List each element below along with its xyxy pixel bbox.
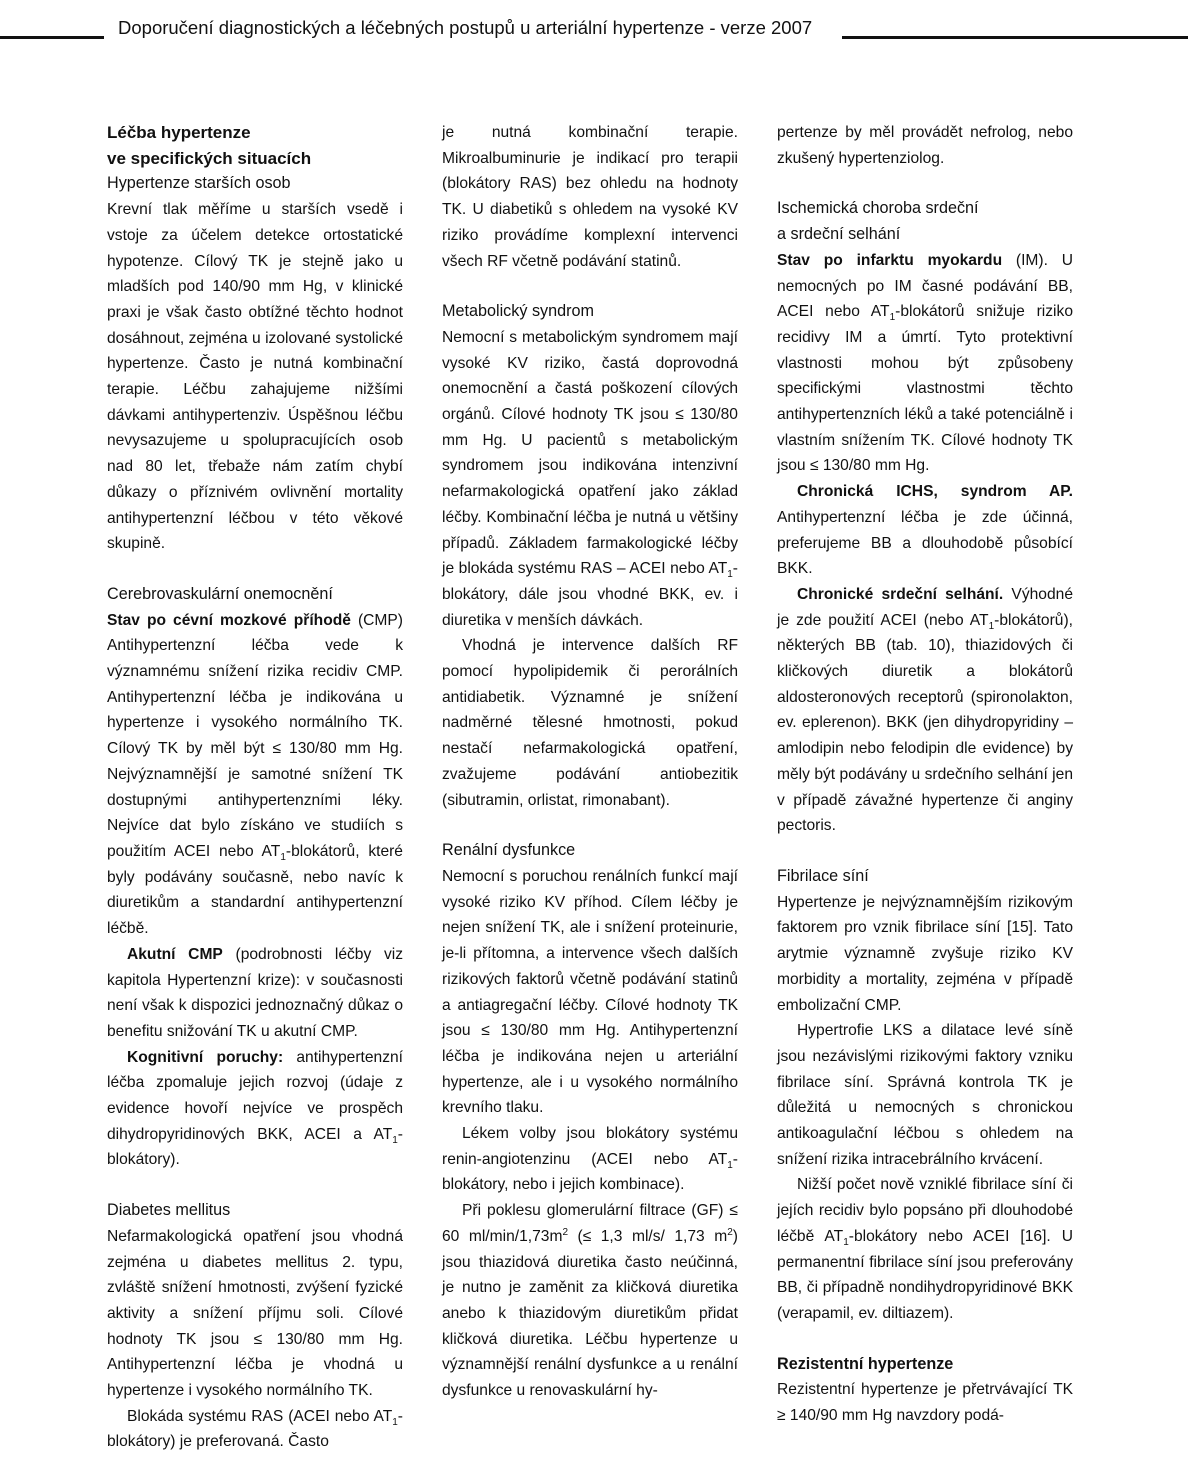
subscript: 1 — [392, 1416, 398, 1428]
subscript: 1 — [280, 852, 286, 864]
paragraph-cmp-text-2: -blokátorů, které byly podávány současně, nebo navíc k diuretikům a standardní antihypertenzní léčbě. — [107, 842, 403, 938]
paragraph-gfr-text-2: (≤ 1,3 ml/s/ 1,73 m — [568, 1227, 728, 1245]
term-heart-failure: Chronické srdeční selhání. — [797, 585, 1004, 603]
subscript: 1 — [988, 620, 995, 632]
subsection-heading-resistant: Rezistentní hypertenze — [777, 1354, 954, 1373]
paragraph-gfr-text-3: ) jsou thiazidová diuretika často neúčinná, je nutno je zaměnit za kličková diuretika anebo k thiazidovým diuretikům přidat kličková diuretika. Léčbu hypertenze u významnější renální dysfunkce a u renální dysfunkce u renovaskulární hy- — [442, 1227, 738, 1400]
cmp-abbr: (CMP) — [350, 611, 403, 629]
paragraph-mi — [777, 248, 1073, 479]
paragraph-drug-choice — [442, 1121, 738, 1198]
term-acute-cmp: Akutní CMP — [127, 945, 223, 963]
term-cognitive: Kognitivní poruchy: — [127, 1048, 284, 1066]
running-header — [0, 14, 1200, 46]
term-cmp: Stav po cévní mozkové příhodě — [107, 611, 351, 629]
paragraph-acute-text: (podrobnosti léčby viz kapitola Hypertenzní krize): v současnosti není však k dispozici jednoznačný důkaz o benefitu snižování TK u akutní CMP. — [107, 945, 403, 1040]
paragraph-gfr-text: Při poklesu glomerulární filtrace (GF) ≤ 60 ml/min/1,73m — [442, 1202, 738, 1245]
paragraph-acute-cmp — [107, 942, 403, 1045]
subsection-heading-ischemic-cont: a srdeční selhání — [777, 225, 901, 244]
paragraph-lks: Hypertrofie LKS a dilatace levé síně jsou nezávislými rizikovými faktory vzniku fibrilace síní. Správná kontrola TK je důležitá u nemocných s chronickou antikoagulační léčbou s ohledem na snížení rizika intracebrálního krvácení. — [777, 1022, 1073, 1168]
superscript: 2 — [727, 1226, 733, 1238]
paragraph-cmp-text: Antihypertenzní léčba vede k významnému snížení rizika recidiv CMP. Antihypertenzní léčba je indikována u hypertenze i vysokého normálního TK. Cílový TK by měl být ≤ 130/80 mm Hg. Nejvýznamnější je samotné snížení TK dostupnými antihypertenzními léky. Nejvíce dat bylo získáno ve studiích s použitím ACEI nebo AT — [107, 637, 403, 860]
column-2 — [442, 120, 738, 1404]
paragraph-heart-failure — [777, 582, 1073, 839]
paragraph-renal: Nemocní s poruchou renálních funkcí mají vysoké riziko KV příhod. Cílem léčby je nejen snížení TK, ale i snížení proteinurie, je-li přítomna, a intervence všech dalších rizikových faktorů včetně podávání statinů a antiagregační léčby. Cílové hodnoty TK jsou ≤ 130/80 mm Hg. Antihypertenzní léčba je indikována nejen u arteriální hypertenze, ale i u vysokého normálního krevního tlaku. — [442, 867, 738, 1117]
paragraph-cognitive — [107, 1045, 403, 1174]
paragraph-cognitive-text-2: -blokátory). — [107, 1125, 403, 1169]
paragraph-heart-failure-text: Výhodné je zde použití ACEI (nebo AT — [777, 585, 1073, 629]
column-1 — [107, 120, 403, 1455]
subscript: 1 — [843, 1236, 849, 1248]
header-title: Doporučení diagnostických a léčebných postupů u arteriální hypertenze - verze 2007 — [118, 17, 813, 38]
column-3 — [777, 120, 1073, 1429]
paragraph-drug-choice-text-2: -blokátory, nebo i jejich kombinace). — [442, 1150, 738, 1194]
subsection-heading-metabolic: Metabolický syndrom — [442, 302, 595, 321]
subsection-heading-renal: Renální dysfunkce — [442, 841, 576, 860]
paragraph-mi-text: (IM). U nemocných po IM časné podávání BB, ACEI nebo AT — [777, 251, 1073, 321]
subsection-heading-elderly: Hypertenze starších osob — [107, 174, 291, 193]
subsection-heading-diabetes: Diabetes mellitus — [107, 1201, 231, 1220]
paragraph-renal-cont: pertenze by měl provádět nefrolog, nebo zkušený hypertenziolog. — [777, 124, 1073, 167]
paragraph-chronic-ichs — [777, 479, 1073, 582]
subsection-heading-cerebrovascular: Cerebrovaskulární onemocnění — [107, 584, 333, 603]
paragraph-chronic-ichs-text: Antihypertenzní léčba je zde účinná, preferujeme BB a dlouhodobě působící BKK. — [777, 508, 1073, 578]
paragraph-resistant: Rezistentní hypertenze je přetrvávající TK ≥ 140/90 mm Hg navzdory podá- — [777, 1381, 1073, 1425]
paragraph-metabolic-text: Nemocní s metabolickým syndromem mají vysoké KV riziko, častá doprovodná onemocnění a častá poškození cílových orgánů. Cílové hodnoty TK jsou ≤ 130/80 mm Hg. U pacientů s metabolickým syndromem jsou indikována intenzivní nefarmakologická opatření jako základ léčby. Kombinační léčba je nutná u většiny případů. Základem farmakologické léčby je blokáda systému RAS – ACEI nebo AT — [442, 328, 738, 578]
subscript: 1 — [727, 1159, 733, 1171]
paragraph-ras-text-2: -blokátory) je preferovaná. Často — [107, 1407, 403, 1451]
paragraph-lower-incidence — [777, 1172, 1073, 1326]
term-mi: Stav po infarktu myokardu — [777, 251, 1003, 269]
paragraph-lower-incidence-text-2: -blokátory nebo ACEI [16]. U permanentní fibrilace síní jsou preferovány BB, či případně nondihydropyridinové BKK (verapamil, ev. diltiazem). — [777, 1227, 1073, 1322]
paragraph-mi-text-2: -blokátorů snižuje riziko recidivy IM a úmrtí. Tyto protektivní vlastnosti mohou být způsobeny specifickými vlastnostmi těchto antihypertenzních léků a také potenciálně i vlastním snížením TK. Cílové hodnoty TK jsou ≤ 130/80 mm Hg. — [777, 303, 1073, 475]
subsection-heading-ischemic: Ischemická choroba srdeční — [777, 199, 979, 218]
paragraph-gfr — [442, 1198, 738, 1404]
term-chronic-ichs: Chronická ICHS, syndrom AP. — [797, 483, 1073, 501]
subsection-heading-atrial-fibrillation: Fibrilace síní — [777, 866, 869, 885]
subscript: 1 — [727, 569, 733, 581]
paragraph-cognitive-text: antihypertenzní léčba zpomaluje jejich rozvoj (údaje z evidence hovoří nejvíce ve prospěch dihydropyridinových BKK, ACEI a AT — [107, 1048, 403, 1143]
paragraph-ras — [107, 1404, 403, 1455]
paragraph-metabolic — [442, 325, 738, 633]
header-rule-left — [0, 36, 104, 39]
paragraph-lower-incidence-text: Nižší počet nově vzniklé fibrilace síní či jejích recidiv bylo popsáno při dlouhodobé léčbě AT — [777, 1176, 1073, 1245]
section-heading-cont: ve specifických situacích — [107, 148, 312, 168]
paragraph-af: Hypertenze je nejvýznamnějším rizikovým faktorem pro vznik fibrilace síní [15]. Tato arytmie významně zvyšuje riziko KV morbidity a mortality, zejména v případě embolizační CMP. — [777, 893, 1073, 1014]
paragraph-elderly: Krevní tlak měříme u starších vsedě i vstoje za účelem detekce ortostatické hypotenze. Cílový TK je stejně jako u mladších pod 140/90 mm Hg, v klinické praxi je však často obtížné těchto hodnot dosáhnout, zejména u izolované systolické hypertenze. Často je nutná kombinační terapie. Léčbu zahajujeme nižšími dávkami antihypertenziv. Úspěšnou léčbu nevysazujeme u spolupracujících osob nad 80 let, třebaže nám zatím chybí důkazy o příznivém ovlivnění mortality antihypertenzní léčbou v této věkové skupině. — [107, 201, 403, 553]
paragraph-ras-text: Blokáda systému RAS (ACEI nebo AT — [127, 1407, 393, 1425]
subscript: 1 — [392, 1134, 398, 1146]
paragraph-diabetes: Nefarmakologická opatření jsou vhodná zejména u diabetes mellitus 2. typu, zvláště snížení hmotnosti, zvýšení fyzické aktivity a snížení příjmu soli. Cílové hodnoty TK jsou ≤ 130/80 mm Hg. Antihypertenzní léčba je vhodná u hypertenze i vysokého normálního TK. — [107, 1227, 403, 1400]
subscript: 1 — [889, 312, 896, 324]
superscript: 2 — [562, 1226, 568, 1238]
paragraph-cmp — [107, 608, 403, 942]
section-heading: Léčba hypertenze — [107, 123, 251, 142]
header-rule-right — [842, 36, 1188, 39]
paragraph-metabolic-text-2: -blokátory, dále jsou vhodné BKK, ev. i diuretika v menších dávkách. — [442, 560, 738, 629]
paragraph-heart-failure-text-2: -blokátorů), některých BB (tab. 10), thiazidových či kličkových diuretik a blokátorů aldosteronových receptorů (spironolakton, ev. eplerenon). BKK (jen dihydropyridiny – amlodipin nebo felodipin dle evidence) by měly být podávány u srdečního selhání jen v případě závažné hypertenze či anginy pectoris. — [777, 611, 1073, 835]
paragraph-drug-choice-text: Lékem volby jsou blokátory systému renin-angiotenzinu (ACEI nebo AT — [442, 1125, 738, 1168]
paragraph-diabetes-cont: je nutná kombinační terapie. Mikroalbuminurie je indikací pro terapii (blokátory RAS) bez ohledu na hodnoty TK. U diabetiků s ohledem na vysoké KV riziko provádíme komplexní intervenci všech RF včetně podávání statinů. — [442, 124, 738, 270]
paragraph-rf: Vhodná je intervence dalších RF pomocí hypolipidemik či perorálních antidiabetik. Významné je snížení nadměrné tělesné hmotnosti, pokud nestačí nefarmakologická opatření, zvažujeme podávání antiobezitik (sibutramin, orlistat, rimonabant). — [442, 637, 738, 809]
